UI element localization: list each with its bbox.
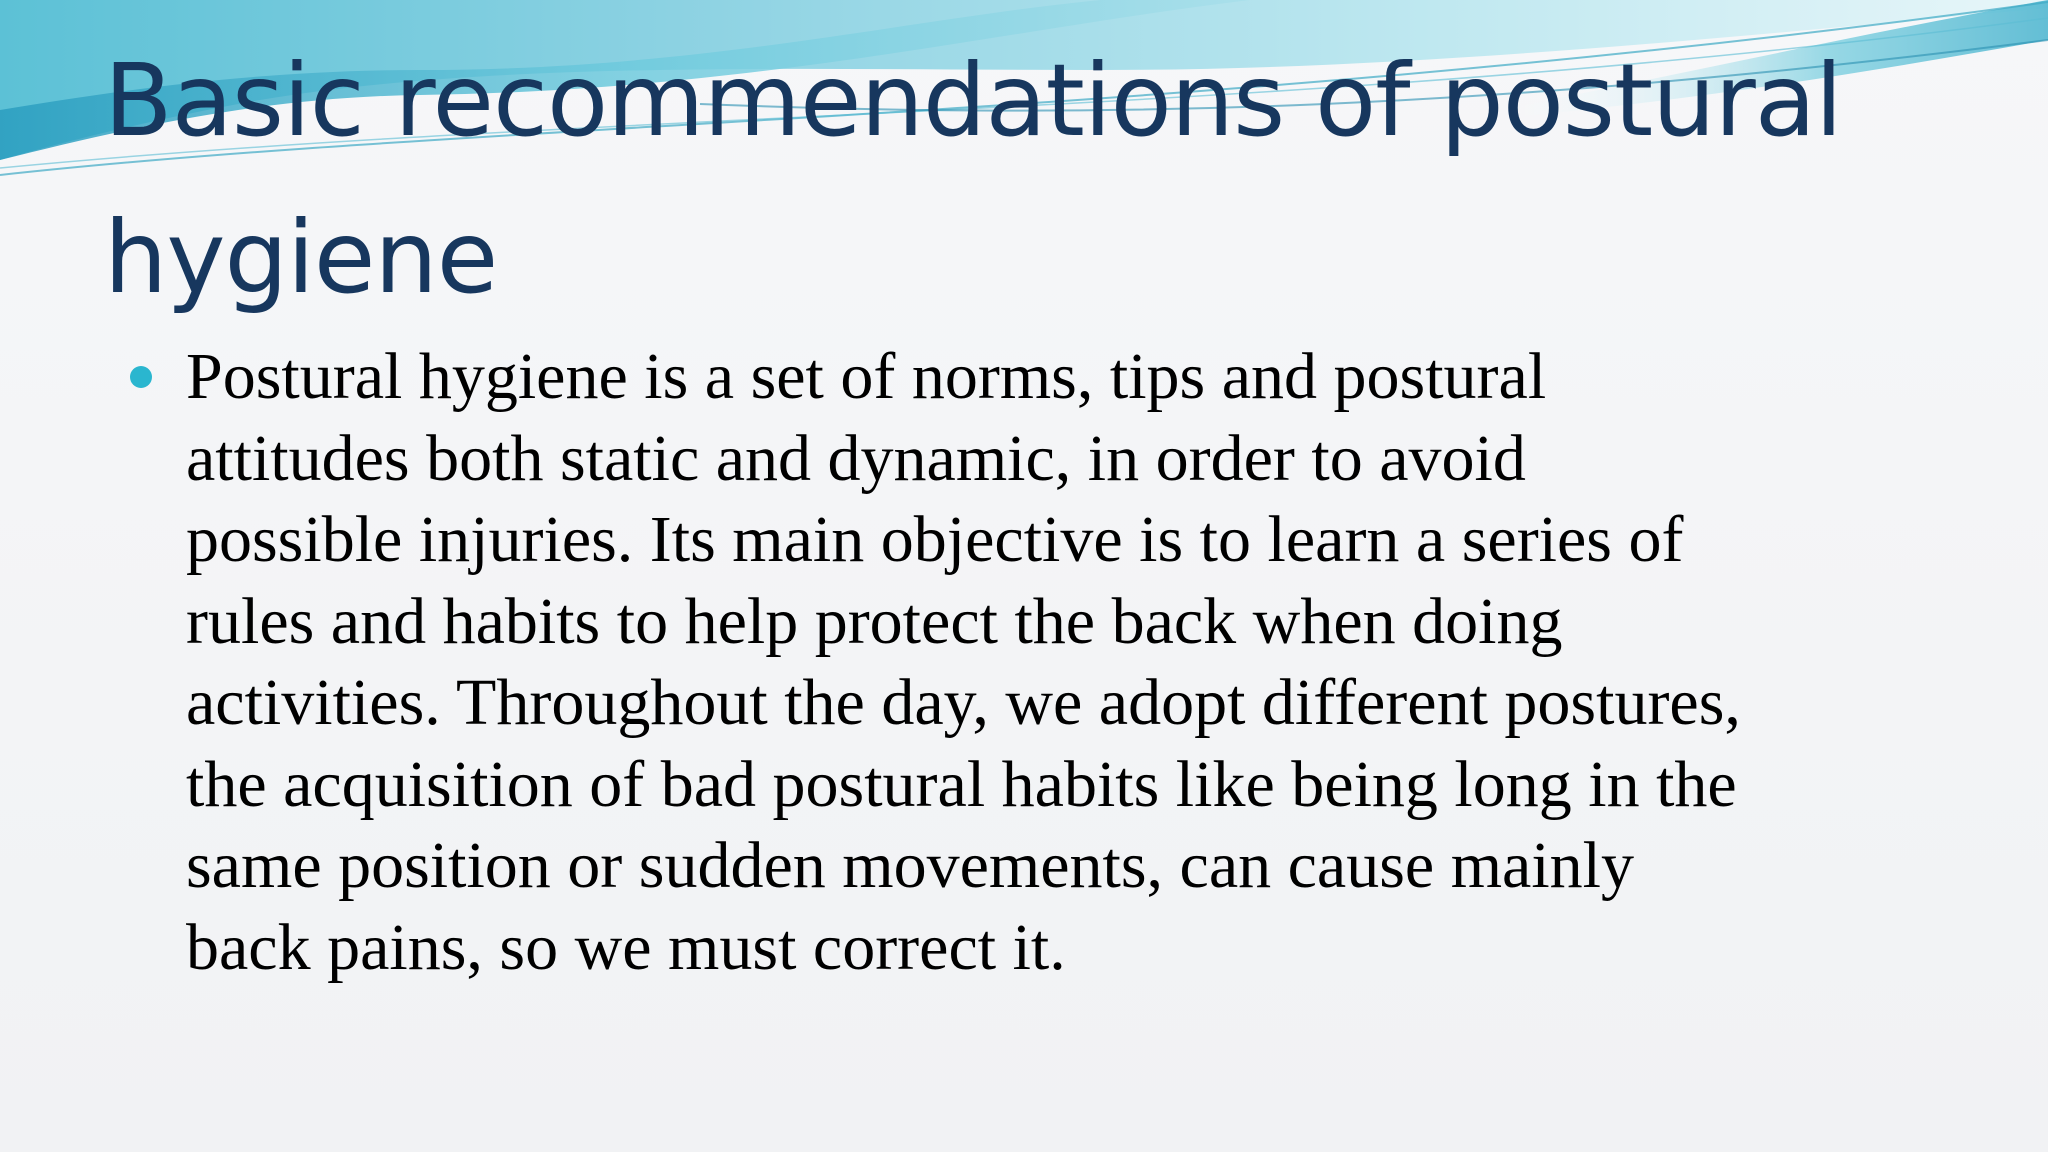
bullet-text: Postural hygiene is a set of norms, tips and postural attitudes both static and dynamic, in order to avoid possible injuries. Its main objective is to learn a series of rules and habits to help protect the back when doing activities. Throughout the day, we adopt different postures, the acquisition of bad postural habits like being long in the same position or sudden movements, can cause mainly back pains, so we must correct it.: [186, 340, 1741, 984]
bullet-item: [130, 336, 1930, 988]
bullet-dot-icon: [130, 366, 152, 388]
slide-title: Basic recommendations of postural hygiene: [104, 42, 1842, 316]
bullet-list: [130, 336, 1930, 988]
